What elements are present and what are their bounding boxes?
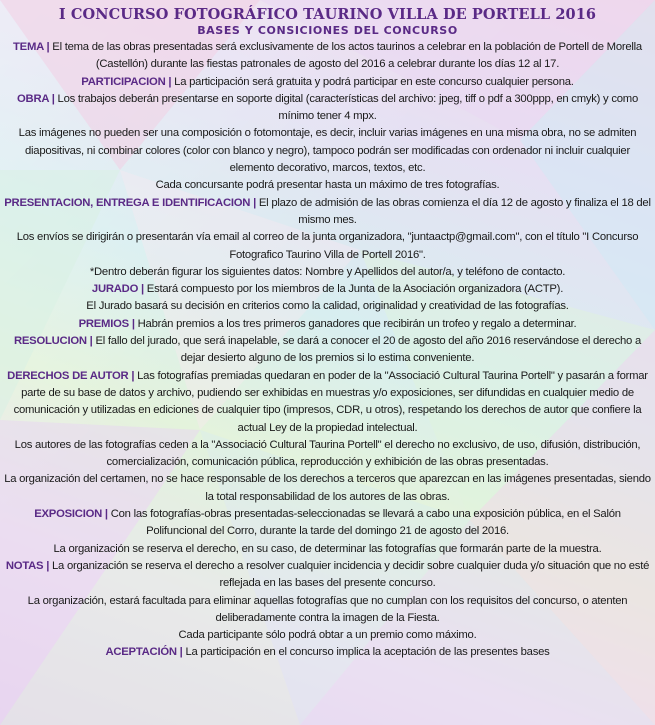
rule-paragraph	[4, 558, 651, 593]
contest-title: I CONCURSO FOTOGRÁFICO TAURINO VILLA DE PORTELL 2016	[58, 6, 597, 23]
rule-text: Cada concursante podrá presentar hasta un máximo de tres fotografías.	[155, 179, 500, 192]
rule-label: PARTICIPACION |	[81, 75, 172, 88]
rule-label: RESOLUCION |	[13, 335, 93, 348]
rule-text: La participación en el concurso implica la aceptación de las presentes bases	[182, 646, 550, 659]
rule-paragraph	[4, 541, 651, 558]
rule-label: PREMIOS |	[78, 317, 135, 330]
rule-text: La participación será gratuita y podrá participar en este concurso cualquier persona.	[171, 75, 574, 88]
rule-text: Con las fotografías-obras presentadas-seleccionadas se llevará a cabo una exposición pública, en el Salón Polifuncional del Corro, durante la tarde del domingo 21 de agosto del 2016.	[107, 508, 621, 538]
rule-text: Los autores de las fotografías ceden a la "Associació Cultural Taurina Portell" el derecho no exclusivo, de uso, difusión, distribución, comercialización, comunicación pública, reproducción y exhibición de las obras presentadas.	[14, 438, 641, 469]
rule-paragraph	[4, 627, 651, 644]
rule-paragraph	[4, 125, 651, 177]
rule-label: ACEPTACIÓN |	[105, 646, 183, 659]
rule-text: Habrán premios a los tres primeros ganadores que recibirán un trofeo y regalo a determinar.	[134, 317, 577, 330]
rule-paragraph	[4, 471, 651, 506]
rule-paragraph	[4, 437, 651, 472]
rules-body	[4, 39, 651, 662]
rule-text: El tema de las obras presentadas será exclusivamente de los actos taurinos a celebrar en la población de Portell de Morella (Castellón) durante las fiestas patronales de agosto del 2016 a celebrar durante los días 12 al 17.	[49, 41, 642, 71]
rule-paragraph	[4, 39, 651, 74]
rule-paragraph	[4, 264, 651, 281]
rule-label: JURADO |	[91, 283, 144, 296]
rule-paragraph	[4, 91, 651, 126]
rule-paragraph	[4, 177, 651, 194]
rules-document	[4, 6, 651, 662]
rule-text: El Jurado basará su decisión en criterios como la calidad, originalidad y creatividad de las fotografías.	[86, 300, 569, 313]
rule-label: DERECHOS DE AUTOR |	[7, 369, 135, 382]
rule-paragraph	[4, 593, 651, 628]
rule-paragraph	[4, 229, 651, 264]
rule-text: La organización se reserva el derecho, en su caso, de determinar las fotografías que formarán parte de la muestra.	[53, 542, 602, 555]
rule-text: Los trabajos deberán presentarse en soporte digital (características del archivo: jpeg, tiff o pdf a 300ppp, en cmyk) y como mínimo tener 4 mpx.	[54, 92, 638, 123]
rule-paragraph	[4, 368, 651, 437]
rule-text: La organización se reserva el derecho a resolver cualquier incidencia y decidir sobre cualquier duda y/o situación que no esté reflejada en las bases del presente concurso.	[49, 559, 650, 590]
rule-label: PRESENTACION, ENTREGA E IDENTIFICACION |	[4, 196, 256, 209]
rule-label: TEMA |	[13, 41, 50, 53]
rule-text: Las fotografías premiadas quedaran en poder de la "Associació Cultural Taurina Portell" y pasarán a formar parte de su base de datos y archivo, pudiendo ser exhibidas en muestras y/o exposiciones, ser difundidas en cualquier medio de comunicación y utilizadas en ediciones de cualquier tipo (impresos, CDR, u otros), respetando los derechos de autor que confiere la actual Ley de la propiedad intelectual.	[13, 369, 648, 434]
rule-paragraph	[4, 506, 651, 541]
rule-label: OBRA |	[17, 92, 55, 105]
rule-paragraph	[4, 195, 651, 230]
rule-text: Estará compuesto por los miembros de la Junta de la Asociación organizadora (ACTP).	[143, 283, 564, 296]
rule-text: *Dentro deberán figurar los siguientes datos: Nombre y Apellidos del autor/a, y teléfono de contacto.	[89, 265, 566, 278]
rule-paragraph	[4, 74, 651, 91]
rule-text: La organización, estará facultada para eliminar aquellas fotografías que no cumplan con los requisitos del concurso, o atenten deliberadamente contra la imagen de la Fiesta.	[27, 594, 628, 624]
contest-subtitle: BASES Y CONSICIONES DEL CONCURSO	[197, 24, 458, 37]
rule-paragraph	[4, 281, 651, 298]
rule-paragraph	[4, 644, 651, 661]
rule-text: La organización del certamen, no se hace responsable de los derechos a terceros que aparezcan en las imágenes presentadas, siendo la total responsabilidad de los autores de las obras.	[4, 473, 651, 503]
rule-label: EXPOSICION |	[34, 508, 108, 521]
rule-text: El plazo de admisión de las obras comienza el día 12 de agosto y finaliza el 18 del mismo mes.	[256, 196, 651, 226]
rule-text: Los envíos se dirigirán o presentarán vía email al correo de la junta organizadora, "juntaactp@gmail.com", con el título "I Concurso Fotografico Taurino Villa de Portell 2016".	[16, 231, 639, 261]
rule-text: Las imágenes no pueden ser una composición o fotomontaje, es decir, incluir varias imágenes en una misma obra, no se admiten diapositivas, ni combinar colores (color con blanco y negro), tampoco podrán ser modificadas con ordenador ni incluir cualquier elemento decorativo, marcos, textos, etc.	[18, 127, 637, 175]
rule-text: El fallo del jurado, que será inapelable, se dará a conocer el 20 de agosto del año 2016 reservándose el derecho a dejar desierto alguno de los premios si lo estima conveniente.	[92, 335, 642, 365]
rule-text: Cada participante sólo podrá obtar a un premio como máximo.	[178, 629, 477, 642]
rule-paragraph	[4, 333, 651, 368]
rule-label: NOTAS |	[5, 559, 50, 572]
rule-paragraph	[4, 298, 651, 315]
rule-paragraph	[4, 316, 651, 333]
